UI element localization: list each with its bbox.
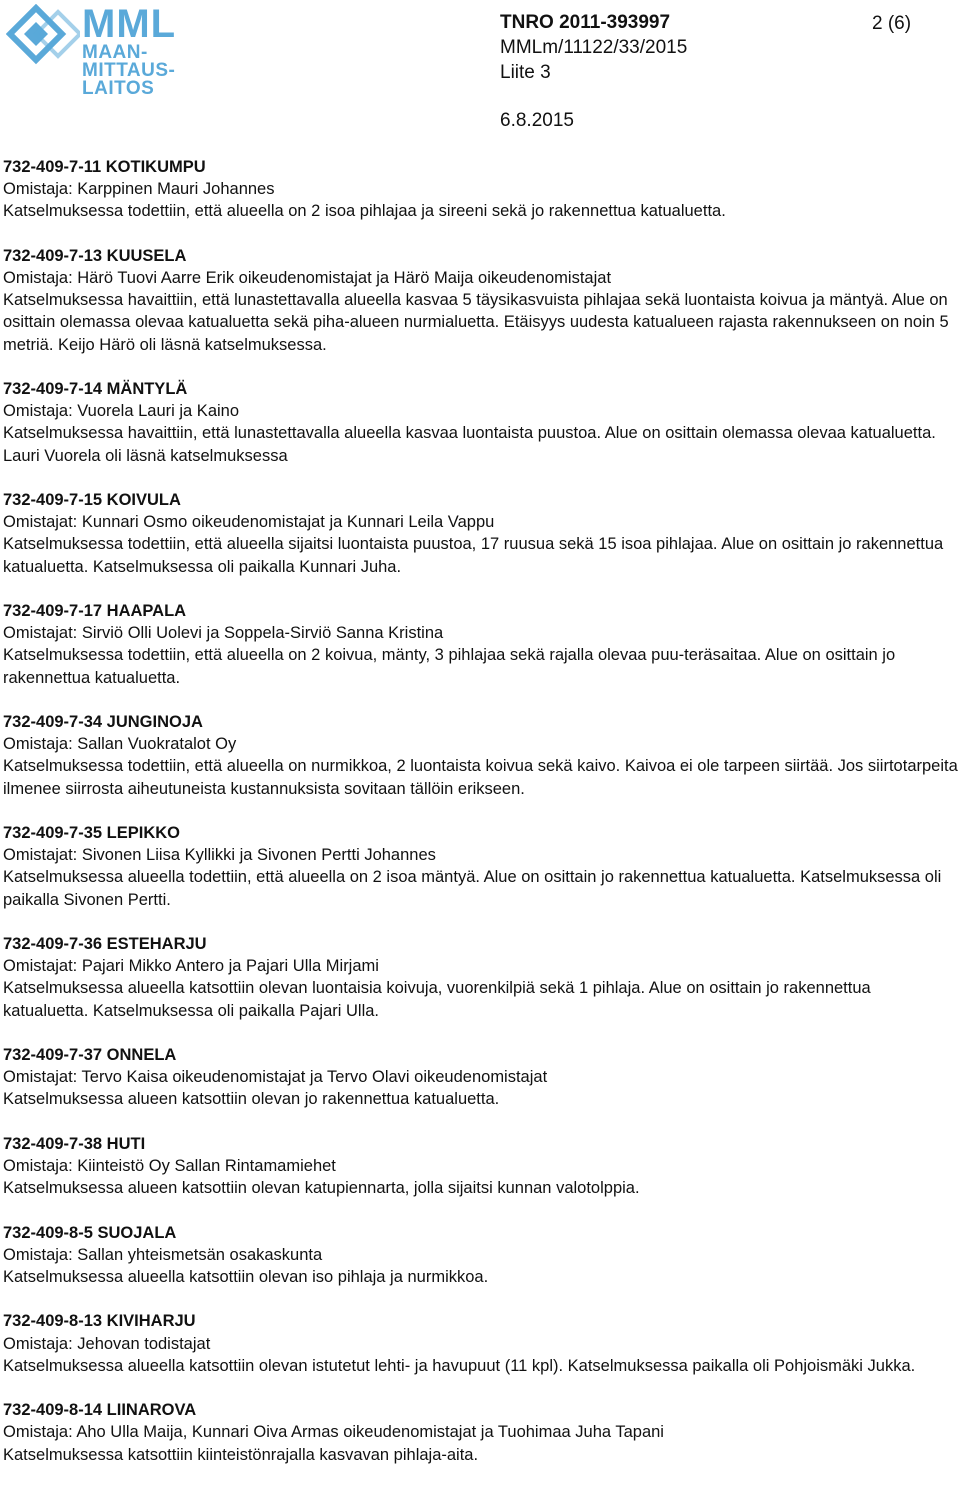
entry-title: 732-409-7-17 HAAPALA (3, 602, 187, 620)
entry-owner: Omistaja: Sallan yhteismetsän osakaskunta (3, 1245, 323, 1264)
entry-text: Katselmuksessa alueella katsottiin olevan iso pihlaja ja nurmikkoa. (3, 1268, 489, 1286)
entry-title: 732-409-8-5 SUOJALA (3, 1223, 177, 1242)
property-entry (3, 1399, 958, 1466)
entry-title: 732-409-7-37 ONNELA (3, 1046, 177, 1064)
property-entry (3, 711, 958, 800)
page-number: 2 (6) (872, 13, 912, 34)
property-entry (3, 156, 958, 223)
entry-owner: Omistaja: Jehovan todistajat (3, 1334, 211, 1353)
entry-text: Katselmuksessa alueella katsottiin olevan istutetut lehti- ja havupuut (11 kpl). Katselmuksessa paikalla oli Pohjoismäki Jukka. (3, 1356, 916, 1375)
entry-text: Katselmuksessa havaittiin, että lunastettavalla alueella kasvaa 5 täysikasvuista pihlajaa sekä luontaista koivua ja mäntyä. Alue on osittain olemassa olevaa katualuetta sekä piha-alueen nurmialuetta. Etäisyys uudesta katualueen rajasta rakennukseen on noin 5 metriä. Keijo Härö oli läsnä katselmuksessa. (3, 291, 949, 354)
property-entry (3, 1133, 958, 1200)
entry-text: Katselmuksessa todettiin, että alueella on 2 isoa pihlajaa ja sireeni sekä jo rakennettua katualuetta. (3, 202, 726, 221)
entry-owner: Omistajat: Pajari Mikko Antero ja Pajari Ulla Mirjami (3, 957, 379, 976)
logo-emblem-icon (6, 4, 80, 66)
entry-title: 732-409-7-38 HUTI (3, 1134, 146, 1153)
entry-title: 732-409-7-14 MÄNTYLÄ (3, 380, 188, 398)
entry-owner: Omistaja: Kiinteistö Oy Sallan Rintamamiehet (3, 1157, 336, 1175)
entry-owner: Omistaja: Sallan Vuokratalot Oy (3, 735, 237, 754)
entry-title: 732-409-8-14 LIINAROVA (3, 1401, 197, 1420)
entry-text: Katselmuksessa alueen katsottiin olevan jo rakennettua katualuetta. (3, 1090, 500, 1109)
entry-owner: Omistaja: Vuorela Lauri ja Kaino (3, 402, 240, 421)
property-entry (3, 489, 958, 578)
entry-text: Katselmuksessa katsottiin kiinteistönrajalla kasvavan pihlaja-aita. (3, 1445, 479, 1464)
entry-title: 732-409-8-13 KIVIHARJU (3, 1312, 196, 1331)
entry-owner: Omistaja: Aho Ulla Maija, Kunnari Oiva Armas oikeudenomistajat ja Tuohimaa Juha Tapani (3, 1423, 664, 1442)
attachment-label: Liite 3 (500, 62, 551, 83)
entry-text: Katselmuksessa alueella katsottiin olevan luontaisia koivuja, vuorenkilpiä sekä 1 pihlaja. Alue on osittain jo rakennettua katualuetta. Katselmuksessa oli paikalla Pajari Ulla. (3, 979, 871, 1020)
property-entry (3, 1310, 958, 1377)
entry-owner: Omistajat: Sirviö Olli Uolevi ja Soppela-Sirviö Sanna Kristina (3, 624, 444, 643)
logo-mark-text: MML (82, 2, 177, 46)
entry-title: 732-409-7-34 JUNGINOJA (3, 713, 203, 731)
entry-title: 732-409-7-35 LEPIKKO (3, 824, 180, 842)
logo-line-2: MITTAUS- (82, 60, 176, 81)
document-header (500, 10, 687, 85)
property-entry (3, 245, 958, 356)
entry-text: Katselmuksessa havaittiin, että lunastettavalla alueella kasvaa luontaista puustoa. Alue on osittain olemassa olevaa katualuetta. Lauri Vuorela oli läsnä katselmuksessa (3, 424, 936, 465)
property-entry (3, 600, 958, 689)
entry-text: Katselmuksessa todettiin, että alueella on 2 koivua, mänty, 3 pihlajaa sekä rajalla olevaa puu-teräsaitaa. Alue on osittain jo rakennettua katualuetta. (3, 646, 896, 687)
property-entry (3, 933, 958, 1022)
entry-title: 732-409-7-13 KUUSELA (3, 246, 187, 265)
tnro-number: TNRO 2011-393997 (500, 12, 671, 33)
entry-text: Katselmuksessa todettiin, että alueella sijaitsi luontaista puustoa, 17 ruusua sekä 15 isoa pihlajaa. Alue on osittain jo rakennettua katualuetta. Katselmuksessa oli paikalla Kunnari Juha. (3, 535, 944, 576)
entry-owner: Omistajat: Sivonen Liisa Kyllikki ja Sivonen Pertti Johannes (3, 846, 436, 865)
property-entry (3, 1044, 958, 1111)
entry-text: Katselmuksessa todettiin, että alueella on nurmikkoa, 2 luontaista koivua sekä kaivo. Kaivoa ei ole tarpeen siirtää. Jos siirtotarpeita ilmenee siirrosta aiheutuneista kustannuksista sovitaan tällöin erikseen. (3, 757, 958, 798)
property-entry (3, 378, 958, 467)
document-body (3, 156, 958, 1488)
mml-logo (6, 2, 177, 99)
reference-number: MMLm/11122/33/2015 (500, 37, 688, 58)
entry-owner: Omistaja: Härö Tuovi Aarre Erik oikeudenomistajat ja Härö Maija oikeudenomistajat (3, 269, 612, 287)
entry-title: 732-409-7-15 KOIVULA (3, 491, 181, 509)
entry-text: Katselmuksessa alueella todettiin, että alueella on 2 isoa mäntyä. Alue on osittain jo rakennettua katualuetta. Katselmuksessa oli paikalla Sivonen Pertti. (3, 868, 942, 909)
property-entry (3, 1222, 958, 1289)
entry-title: 732-409-7-36 ESTEHARJU (3, 935, 207, 953)
entry-owner: Omistajat: Kunnari Osmo oikeudenomistajat ja Kunnari Leila Vappu (3, 513, 495, 532)
entry-text: Katselmuksessa alueen katsottiin olevan katupiennarta, jolla sijaitsi kunnan valotolppia. (3, 1179, 640, 1198)
entry-title: 732-409-7-11 KOTIKUMPU (3, 158, 206, 176)
entry-owner: Omistaja: Karppinen Mauri Johannes (3, 180, 275, 199)
logo-line-1: MAAN- (82, 42, 148, 63)
property-entry (3, 822, 958, 911)
logo-line-3: LAITOS (82, 78, 155, 99)
document-date: 6.8.2015 (500, 110, 574, 131)
entry-owner: Omistajat: Tervo Kaisa oikeudenomistajat ja Tervo Olavi oikeudenomistajat (3, 1068, 548, 1087)
